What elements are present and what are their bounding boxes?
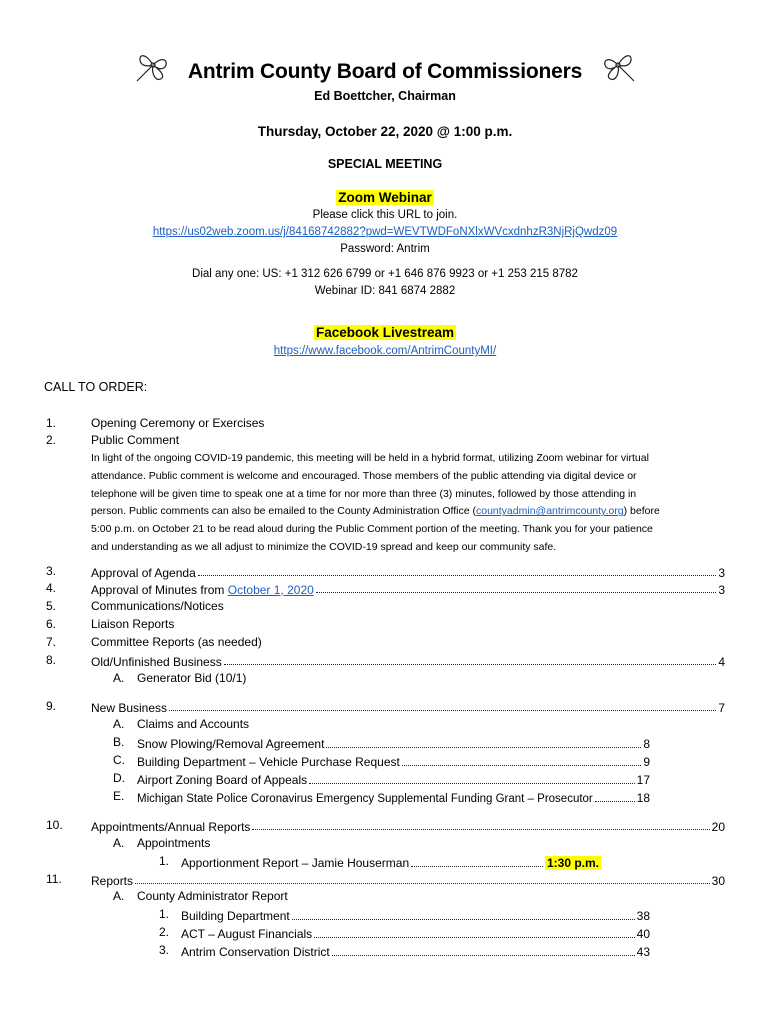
- sub-sub-item-number: 1.: [159, 907, 170, 921]
- item-number: 4.: [46, 581, 57, 595]
- item-number: 2.: [46, 433, 57, 447]
- agenda-item-committee: Committee Reports (as needed): [91, 635, 262, 649]
- meeting-type: SPECIAL MEETING: [327, 157, 443, 171]
- zoom-dial-numbers: Dial any one: US: +1 312 626 6799 or +1 646 876 9923 or +1 253 215 8782: [192, 268, 578, 280]
- item-label: Apportionment Report – Jamie Houserman: [181, 856, 410, 870]
- page-number: 38: [636, 909, 650, 923]
- item-label: Snow Plowing/Removal Agreement: [137, 737, 325, 751]
- county-admin-email-link[interactable]: countyadmin@antrimcounty.org: [476, 505, 624, 518]
- page-number: 3: [718, 583, 725, 597]
- sub-item-letter: E.: [113, 789, 125, 803]
- dot-leader: [411, 865, 543, 867]
- dot-leader: [326, 746, 641, 748]
- agenda-item-old-business: [91, 653, 725, 669]
- scheduled-time-badge: 1:30 p.m.: [546, 856, 599, 870]
- agenda-item-approval-minutes: [91, 581, 725, 597]
- item-label: Antrim Conservation District: [181, 945, 330, 959]
- item-label: Building Department: [181, 909, 290, 923]
- paragraph-text: person. Public comments can also be emailed to the County Administration Office (: [91, 505, 476, 518]
- zoom-heading-wrap: [0, 189, 770, 207]
- sub-sub-item-number: 3.: [159, 943, 170, 957]
- item-label: Old/Unfinished Business: [91, 655, 222, 669]
- dot-leader: [309, 782, 635, 784]
- item-number: 11.: [46, 872, 62, 886]
- sub-item-administrator-report: County Administrator Report: [137, 889, 288, 903]
- sub-sub-item-building-dept: [181, 907, 650, 923]
- paragraph-text: ) before: [623, 505, 660, 518]
- sub-sub-item-number: 2.: [159, 925, 170, 939]
- agenda-item-approval-agenda: [91, 564, 725, 580]
- facebook-url-wrap: [0, 345, 770, 357]
- paragraph-line: [91, 503, 731, 521]
- paragraph-line: 5:00 p.m. on October 21 to be read aloud during the Public Comment portion of the meeting. Thank you for your patience: [91, 523, 653, 536]
- facebook-heading: Facebook Livestream: [315, 325, 455, 340]
- dot-leader: [402, 764, 641, 766]
- sub-item-letter: A.: [113, 889, 125, 903]
- dot-leader: [314, 936, 634, 938]
- sub-sub-item-number: 1.: [159, 854, 170, 868]
- paragraph-line: In light of the ongoing COVID-19 pandemic, this meeting will be held in a hybrid format, utilizing Zoom webinar for virtual: [91, 452, 649, 464]
- sub-sub-item-act-financials: [181, 925, 650, 941]
- zoom-url-wrap: [0, 226, 770, 238]
- sub-item-letter: A.: [113, 671, 125, 685]
- page-number: 3: [718, 566, 725, 580]
- paragraph-line: attendance. Public comment is welcome and encouraged. Those members of the public attending via digital device or: [91, 469, 637, 482]
- dot-leader: [169, 709, 716, 711]
- page-number: 17: [636, 773, 650, 787]
- item-number: 9.: [46, 699, 57, 713]
- agenda-item-liaison: Liaison Reports: [91, 617, 175, 631]
- dot-leader: [595, 800, 635, 802]
- facebook-url-link[interactable]: https://www.facebook.com/AntrimCountyMI/: [273, 345, 497, 357]
- dot-leader: [198, 574, 717, 576]
- agenda-item-appointments: [91, 818, 725, 834]
- item-label: Approval of Minutes from: [91, 583, 225, 597]
- page-number: 40: [636, 927, 650, 941]
- page-number: 4: [718, 655, 725, 669]
- page-number: 30: [711, 874, 725, 888]
- dot-leader: [332, 954, 635, 956]
- public-comment-paragraph: [91, 450, 731, 557]
- item-label: Airport Zoning Board of Appeals: [137, 773, 308, 787]
- zoom-url-link[interactable]: https://us02web.zoom.us/j/84168742882?pwd=WEVTWDFoNXlxWVcxdnhzR3NjRjQwdz09: [152, 226, 618, 238]
- sub-item-letter: B.: [113, 735, 125, 749]
- sub-item-snow-plowing: [137, 735, 650, 751]
- minutes-link[interactable]: October 1, 2020: [227, 583, 314, 597]
- dot-leader: [224, 663, 717, 665]
- page-number: 20: [711, 820, 725, 834]
- item-number: 8.: [46, 653, 57, 667]
- page-title: Antrim County Board of Commissioners: [187, 60, 583, 83]
- sub-item-appointments: Appointments: [137, 836, 211, 850]
- item-number: 5.: [46, 599, 57, 613]
- page-number: 18: [636, 791, 650, 805]
- dot-leader: [135, 882, 710, 884]
- item-number: 7.: [46, 635, 57, 649]
- item-label: Appointments/Annual Reports: [91, 820, 251, 834]
- sub-item-letter: D.: [113, 771, 125, 785]
- sub-item-letter: A.: [113, 717, 125, 731]
- agenda-item-opening: Opening Ceremony or Exercises: [91, 416, 265, 430]
- call-to-order-heading: CALL TO ORDER:: [44, 380, 148, 394]
- zoom-password: Password: Antrim: [340, 243, 430, 255]
- agenda-item-new-business: [91, 699, 725, 715]
- page-number: 9: [643, 755, 650, 769]
- item-label: ACT – August Financials: [181, 927, 313, 941]
- paragraph-line: and understanding as we all adjust to minimize the COVID-19 spread and keep our community safe.: [91, 540, 557, 553]
- item-label: New Business: [91, 701, 168, 715]
- page-number: 43: [636, 945, 650, 959]
- item-number: 1.: [46, 416, 57, 430]
- item-label: Approval of Agenda: [91, 566, 196, 580]
- sub-item-airport-zoning: [137, 771, 650, 787]
- dot-leader: [316, 591, 717, 593]
- sub-item-claims: Claims and Accounts: [137, 717, 250, 731]
- sub-sub-item-conservation-district: [181, 943, 650, 959]
- item-number: 3.: [46, 564, 57, 578]
- agenda-item-public-comment: Public Comment: [91, 433, 180, 447]
- agenda-item-communications: Communications/Notices: [91, 599, 224, 613]
- zoom-instruction: Please click this URL to join.: [312, 209, 458, 221]
- sub-sub-item-apportionment: [181, 854, 601, 870]
- item-label: Michigan State Police Coronavirus Emergency Supplemental Funding Grant – Prosecutor: [137, 793, 593, 805]
- sub-item-vehicle-purchase: [137, 753, 650, 769]
- sub-item-letter: C.: [113, 753, 125, 767]
- meeting-datetime: Thursday, October 22, 2020 @ 1:00 p.m.: [257, 124, 513, 139]
- facebook-heading-wrap: [0, 324, 770, 342]
- page-number: 7: [718, 701, 725, 715]
- sub-item-generator-bid: Generator Bid (10/1): [137, 671, 247, 685]
- zoom-heading: Zoom Webinar: [338, 190, 432, 205]
- agenda-item-reports: [91, 872, 725, 888]
- page-number: 8: [643, 737, 650, 751]
- dot-leader: [252, 828, 709, 830]
- item-number: 10.: [46, 818, 63, 832]
- paragraph-line: telephone will be given time to speak one at a time for nor more than three (3) minutes, followed by those attending in: [91, 487, 637, 500]
- item-label: Reports: [91, 874, 134, 888]
- chairman-line: Ed Boettcher, Chairman: [314, 89, 456, 103]
- item-label: Building Department – Vehicle Purchase Request: [137, 755, 400, 769]
- zoom-webinar-id: Webinar ID: 841 6874 2882: [314, 285, 456, 297]
- item-number: 6.: [46, 617, 57, 631]
- sub-item-letter: A.: [113, 836, 125, 850]
- sub-item-msp-grant: [137, 789, 650, 805]
- dot-leader: [292, 918, 635, 920]
